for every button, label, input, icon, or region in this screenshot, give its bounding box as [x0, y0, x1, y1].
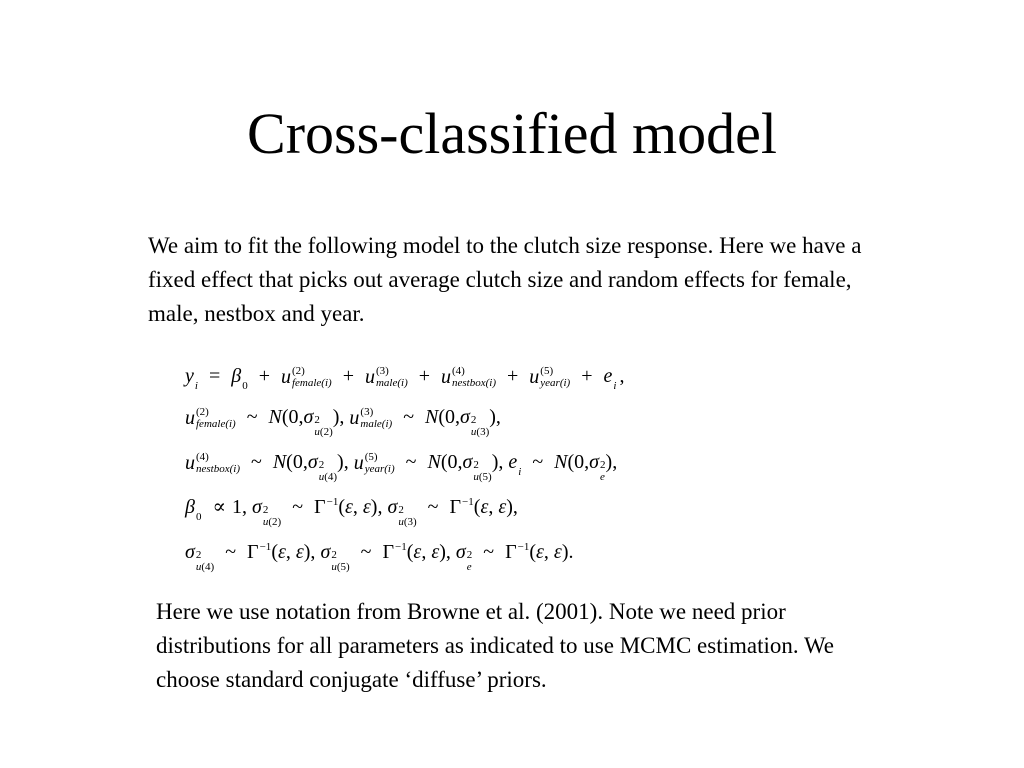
equation-line-2: u (2) female(i) ~ N(0,σ 2 u(2) ), u (3) male(i) ~ N(0,σ 2 u(3) ),: [185, 406, 501, 438]
intro-paragraph: We aim to fit the following model to the clutch size response. Here we have a fixed effect that picks out average clutch size and random effects for female, male, nestbox and year.: [148, 233, 862, 326]
notation-paragraph: Here we use notation from Browne et al. (2001). Note we need prior distributions for all parameters as indicated to use MCMC estimation. We choose standard conjugate ‘diffuse’ priors.: [156, 599, 835, 692]
equation-line-4: $\beta_0 \propto 1$, σ 2 u(2) ~ $\Gamma^{-1}(\varepsilon$, ε), σ 2 u(3) ~ $\Gamma^{-1}(\varepsilon$, ε),: [185, 496, 518, 528]
slide-title: Cross-classified model: [247, 101, 777, 166]
equation-line-1: $y_i = \beta_0$ + u (2) female(i) + u (3) male(i) + u (4) nestbox(i) + u (5) year(i) + $e_i$ ,: [185, 365, 625, 392]
equation-line-3: u (4) nestbox(i) ~ N(0,σ 2 u(4) ), u (5) year(i) ~ N(0,σ 2 u(5) ), $e_i$ ~ N(0,σ 2 e ),: [185, 451, 618, 483]
equation-line-5: σ 2 u(4) ~ $\Gamma^{-1}(\varepsilon$, ε), σ 2 u(5) ~ $\Gamma^{-1}(\varepsilon$, ε), σ 2 e ~ $\Gamma^{-1}(\varepsilon$, ε).: [185, 541, 574, 573]
